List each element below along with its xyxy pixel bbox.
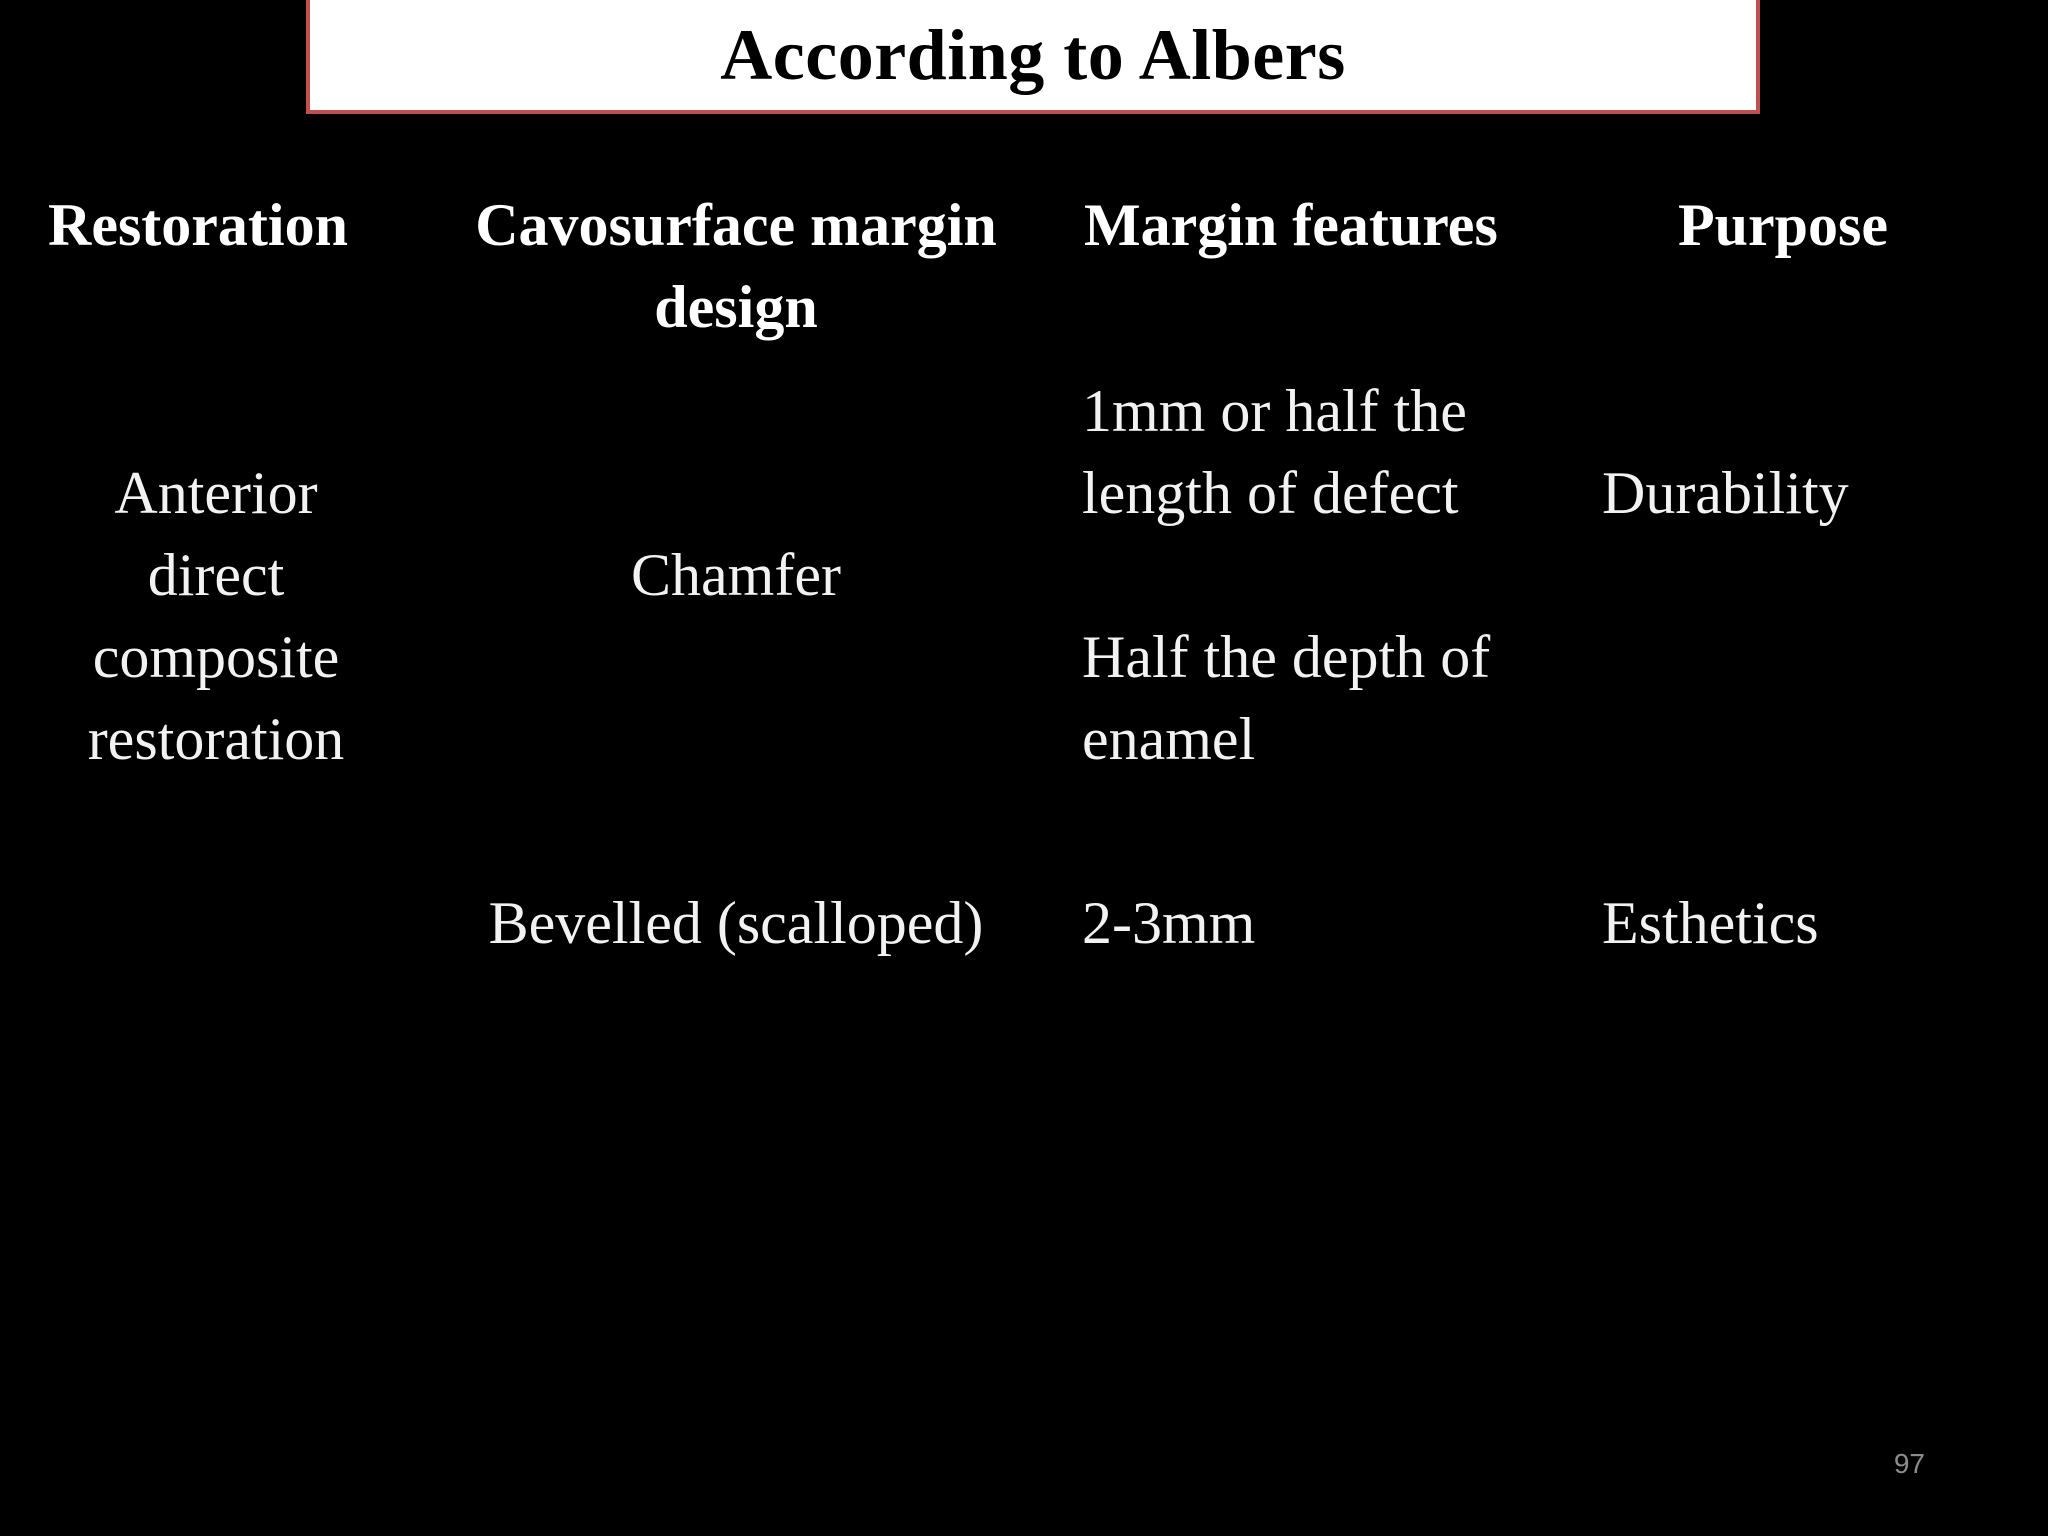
restoration-line: Anterior — [114, 460, 318, 526]
title-banner — [306, 0, 1760, 114]
features-line: Half the depth of — [1082, 624, 1491, 690]
slide-title: According to Albers — [720, 14, 1346, 95]
purpose-esthetics: Esthetics — [1602, 890, 1819, 956]
restoration-line: restoration — [87, 706, 345, 772]
features-line: length of defect — [1082, 460, 1459, 526]
purpose-durability: Durability — [1602, 460, 1849, 526]
page-number: 97 — [1893, 1448, 1925, 1479]
features-line: 1mm or half the — [1082, 378, 1467, 444]
features-line: enamel — [1082, 706, 1256, 772]
header-purpose: Purpose — [1678, 192, 1888, 258]
design-bevelled: Bevelled (scalloped) — [488, 890, 984, 956]
header-restoration: Restoration — [48, 192, 348, 258]
restoration-line: direct — [147, 542, 285, 608]
restoration-line: composite — [92, 624, 340, 690]
header-margin-design-line1: Cavosurface margin — [475, 192, 997, 258]
header-margin-design-line2: design — [654, 274, 818, 340]
features-chamfer-b — [1082, 616, 1490, 780]
features-chamfer-a — [1082, 370, 1467, 534]
header-margin-features: Margin features — [1084, 192, 1498, 258]
design-chamfer: Chamfer — [631, 542, 841, 608]
header-margin-design — [436, 184, 1036, 348]
restoration-cell — [36, 452, 396, 780]
features-bevelled: 2-3mm — [1082, 890, 1256, 956]
